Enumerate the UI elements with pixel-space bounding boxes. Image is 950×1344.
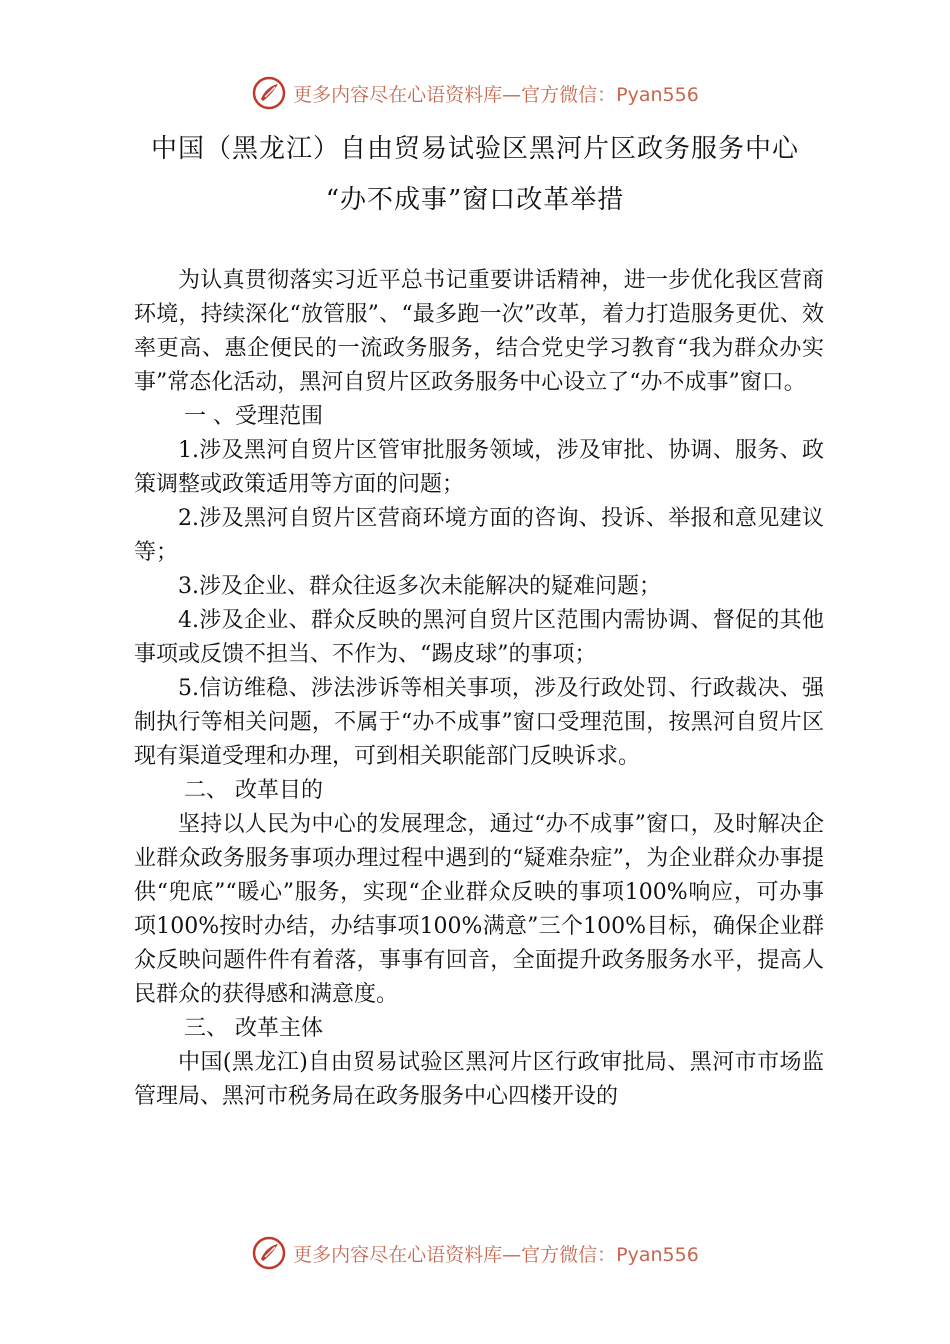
brand-logo-icon	[251, 1235, 287, 1271]
document-title-line-1: 中国（黑龙江）自由贸易试验区黑河片区政务服务中心	[150, 134, 799, 164]
brand-logo-icon	[251, 75, 287, 111]
list-item-1: 1.涉及黑河自贸片区管审批服务领域，涉及审批、协调、服务、政策调整或政策适用等方面的问题；	[134, 438, 824, 497]
list-item-5: 5.信访维稳、涉法涉诉等相关事项，涉及行政处罚、行政裁决、强制执行等相关问题，不属于“办不成事”窗口受理范围，按黑河自贸片区现有渠道受理和办理，可到相关职能部门反映诉求。	[134, 676, 824, 769]
footer-banner	[0, 1230, 950, 1276]
section-heading-purpose: 二、 改革目的	[184, 778, 323, 803]
banner-text: 更多内容尽在心语资料库—官方微信：Pyan556	[293, 83, 699, 106]
banner-text: 更多内容尽在心语资料库—官方微信：Pyan556	[293, 1243, 699, 1266]
list-item-4: 4.涉及企业、群众反映的黑河自贸片区范围内需协调、督促的其他事项或反馈不担当、不作为、“踢皮球”的事项；	[134, 608, 824, 667]
document-title-line-2: “办不成事”窗口改革举措	[325, 185, 625, 215]
paragraph-subject: 中国(黑龙江)自由贸易试验区黑河片区行政审批局、黑河市市场监管理局、黑河市税务局在政务服务中心四楼开设的	[134, 1050, 824, 1109]
list-item-3: 3.涉及企业、群众往返多次未能解决的疑难问题；	[178, 574, 661, 599]
section-heading-subject: 三、 改革主体	[184, 1016, 323, 1041]
header-banner	[0, 70, 950, 116]
list-item-2: 2.涉及黑河自贸片区营商环境方面的咨询、投诉、举报和意见建议等；	[134, 506, 824, 565]
paragraph-intro: 为认真贯彻落实习近平总书记重要讲话精神，进一步优化我区营商环境，持续深化“放管服”、“最多跑一次”改革，着力打造服务更优、效率更高、惠企便民的一流政务服务，结合党史学习教育“我为群众办实事”常态化活动，黑河自贸片区政务服务中心设立了“办不成事”窗口。	[134, 268, 824, 395]
section-heading-scope: 一 、受理范围	[184, 404, 323, 429]
paragraph-purpose: 坚持以人民为中心的发展理念，通过“办不成事”窗口，及时解决企业群众政务服务事项办理过程中遇到的“疑难杂症”，为企业群众办事提供“兜底”“暖心”服务，实现“企业群众反映的事项100%响应，可办事项100%按时办结，办结事项100%满意”三个100%目标，确保企业群众反映问题件件有着落，事事有回音，全面提升政务服务水平，提高人民群众的获得感和满意度。	[134, 812, 824, 1007]
document-body	[134, 264, 824, 1114]
